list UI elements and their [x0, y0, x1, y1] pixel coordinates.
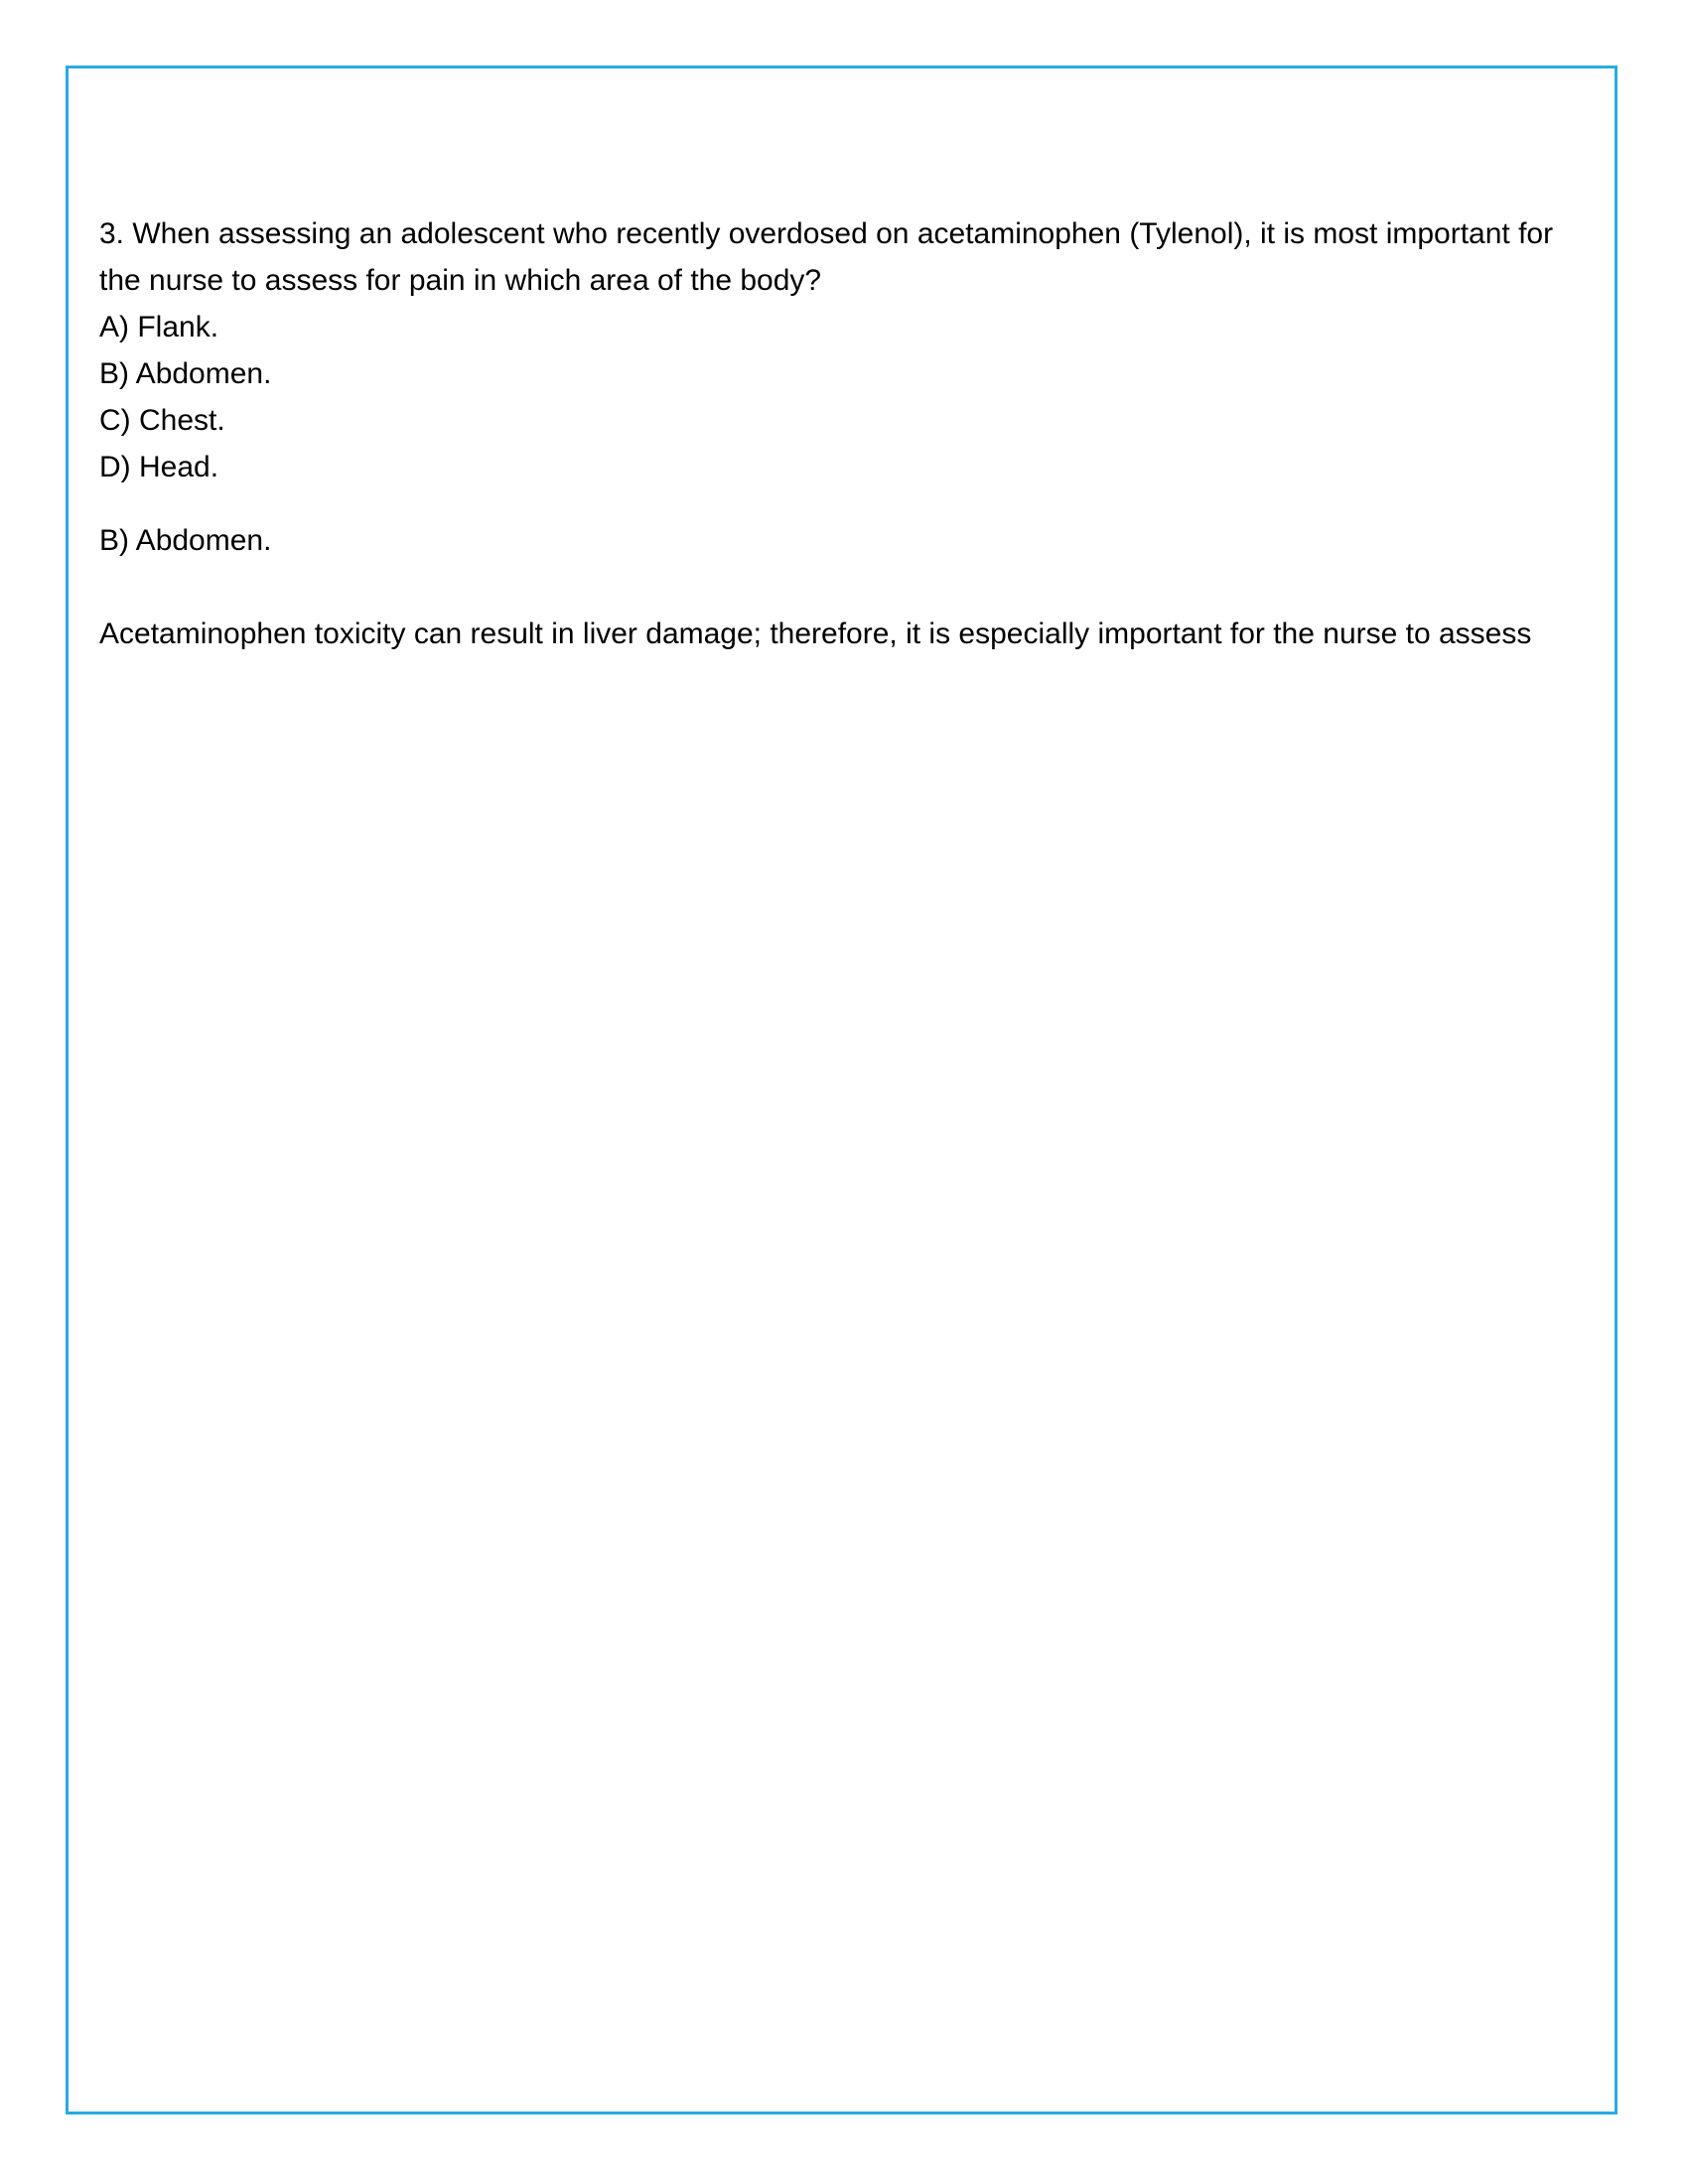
document-content: [99, 210, 1589, 657]
question-text: 3. When assessing an adolescent who recently overdosed on acetaminophen (Tylenol), it is most important for the nurse to assess for pain in which area of the body?: [99, 217, 1554, 297]
option-a: A) Flank.: [99, 311, 219, 343]
option-b: B) Abdomen.: [99, 357, 272, 390]
rationale-text: Acetaminophen toxicity can result in liver damage; therefore, it is especially important for the nurse to assess: [99, 617, 1532, 650]
option-d: D) Head.: [99, 451, 219, 483]
correct-answer: B) Abdomen.: [99, 524, 272, 557]
answer-options: [99, 304, 1589, 490]
option-c: C) Chest.: [99, 404, 225, 437]
